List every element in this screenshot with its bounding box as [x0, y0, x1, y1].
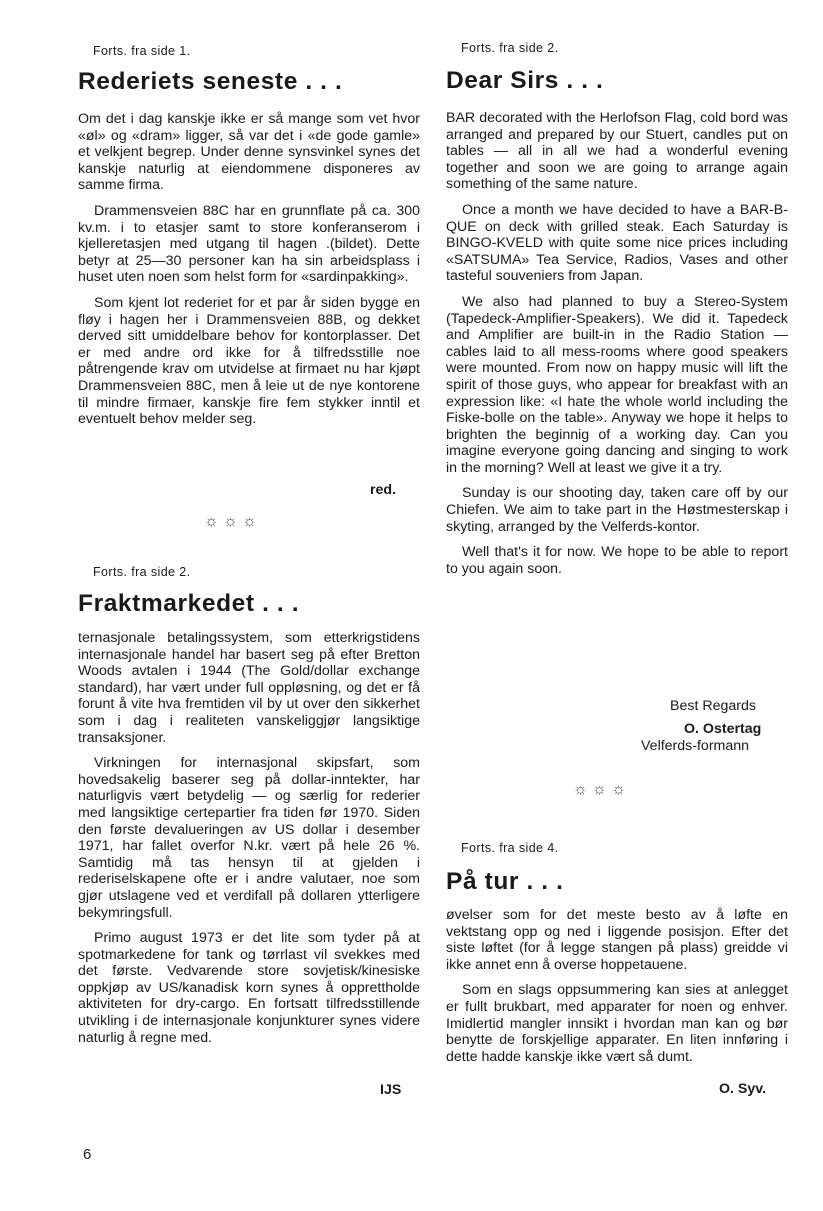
continued-note: Forts. fra side 2. [461, 41, 559, 55]
paragraph: BAR decorated with the Herlofson Flag, cold bord was arranged and prepared by our Stuert, candles put on tables — all in all we had a wonderful evening together and soon we are going to arrange again something of the same nature. [446, 110, 788, 193]
article-body-rederiets [78, 111, 420, 437]
signature: O. Syv. [719, 1081, 767, 1097]
continued-note: Forts. fra side 4. [461, 841, 559, 855]
paragraph: Som kjent lot rederiet for et par år siden bygge en fløy i hagen her i Drammensveien 88B, og dekket derved sitt umiddelbare behov for kontorplasser. Det er med andre ord ikke for å tilfredsstille noe påtrengende krav om utvidelse at firmaet nu har kjøpt Drammensveien 88C, men å leie ut de nye kontorene til mindre firmaer, kanskje fire fem stykker inntil et eventuelt behov melder seg. [78, 294, 420, 428]
article-title-fraktmarkedet: Fraktmarkedet . . . [78, 590, 300, 617]
paragraph: Virkningen for internasjonal skipsfart, som hovedsakelig baserer seg på dollar-inntekter, har naturligvis vært betydelig — og særlig for rederier med langsiktige certepartier fra tiden før 1970. Siden den første devalueringen av US dollar i desember 1971, har fallet overfor N.kr. vært på hele 26 %. Samtidig må tas hensyn til at gjelden i rederiselskapene ofte er i andre valutaer, noe som gjør utslagene ved et verdifall på dollaren ytterligere bekymringsfull. [78, 755, 420, 921]
article-title-rederiets: Rederiets seneste . . . [78, 68, 343, 95]
paragraph: Primo august 1973 er det lite som tyder på at spotmarkedene for tank og tørrlast vil svekkes med det første. Vedvarende store sovjetisk/kinesiske oppkjøp av US/kanadisk korn synes å opprettholde aktiviteten for dry-cargo. En fortsatt tilfredsstillende utvikling i de internasjonale konjunkturer synes videre naturlig å regne med. [78, 930, 420, 1046]
paragraph: Som en slags oppsummering kan sies at anlegget er fullt brukbart, med apparater for noen og enhver. Imidlertid mangler innsikt i hvordan man kan og bør benytte de forskjellige apparater. En liten innføring i dette hadde kanskje ikke vært så dumt. [446, 982, 788, 1065]
continued-note: Forts. fra side 2. [93, 565, 191, 579]
signature: IJS [380, 1082, 402, 1098]
article-title-pa-tur: På tur . . . [446, 868, 564, 895]
paragraph: Once a month we have decided to have a BAR-B-QUE on deck with grilled steak. Each Saturday is BINGO-KVELD with quite some nice prices including «SATSUMA» Tea Service, Radios, Vases and other tasteful souveniers from Japan. [446, 201, 788, 285]
article-body-pa-tur [446, 907, 788, 1074]
signature-name: O. Ostertag [684, 721, 762, 737]
paragraph: We also had planned to buy a Stereo-System (Tapedeck-Amplifier-Speakers). We did it. Tapedeck and Amplifier are built-in in the Radio Station — cables laid to all mess-rooms where good speakers were mounted. From now on happy music will lift the spirit of those guys, who appear for breakfast with an expression like: «I hate the whole world including the Fiske-bolle on the table». Anyway we hope it helps to brighten the beginnig of a working day. Can you imagine everyone going dancing and singing to work in the morning? Well at least we give it a try. [446, 293, 788, 476]
paragraph: Sunday is our shooting day, taken care off by our Chiefen. We aim to take part in the Høstmesterskap i skyting, arranged by the Velferds-kontor. [446, 485, 788, 535]
separator-ornament: ☼ ☼ ☼ [573, 781, 626, 798]
continued-note: Forts. fra side 1. [93, 44, 191, 58]
article-body-fraktmarkedet [78, 630, 420, 1055]
paragraph: Well that's it for now. We hope to be able to report to you again soon. [446, 544, 788, 577]
signature-role: Velferds-formann [641, 738, 750, 754]
paragraph: Drammensveien 88C har en grunnflate på ca. 300 kv.m. i to etasjer samt to store konferanserom i kjelleretasjen med utgang til hagen .(bildet). Dette betyr at 25—30 personer kan ha sin arbeidsplass i huset uten noen som helst form for «sardinpakking». [78, 202, 420, 286]
paragraph: Om det i dag kanskje ikke er så mange som vet hvor «øl» og «dram» ligger, så var det i «de gode gamle» et velkjent begrep. Under denne synsvinkel synes det kanskje naturlig at eiendommene disponeres av samme firma. [78, 111, 420, 194]
closing-line: Best Regards [670, 698, 756, 714]
page-number: 6 [83, 1146, 92, 1163]
separator-ornament: ☼ ☼ ☼ [204, 513, 257, 530]
signature: red. [370, 482, 397, 498]
article-title-dear-sirs: Dear Sirs . . . [446, 67, 604, 94]
article-body-dear-sirs [446, 110, 788, 586]
paragraph: ternasjonale betalingssystem, som etterkrigstidens internasjonale handel har basert seg på efter Bretton Woods avtalen i 1944 (The Gold/dollar exchange standard), har vært under full oppløsning, og det er få forunt å vite hva fremtiden vil by ut over den sikkerhet som i dag i realiteten vanskeliggjør langsiktige transaksjoner. [78, 630, 420, 746]
paragraph: øvelser som for det meste besto av å løfte en vektstang opp og ned i liggende posisjon. Efter det siste løftet (for å legge stangen på plass) greidde vi ikke annet enn å overse hoppetauene. [446, 907, 788, 973]
